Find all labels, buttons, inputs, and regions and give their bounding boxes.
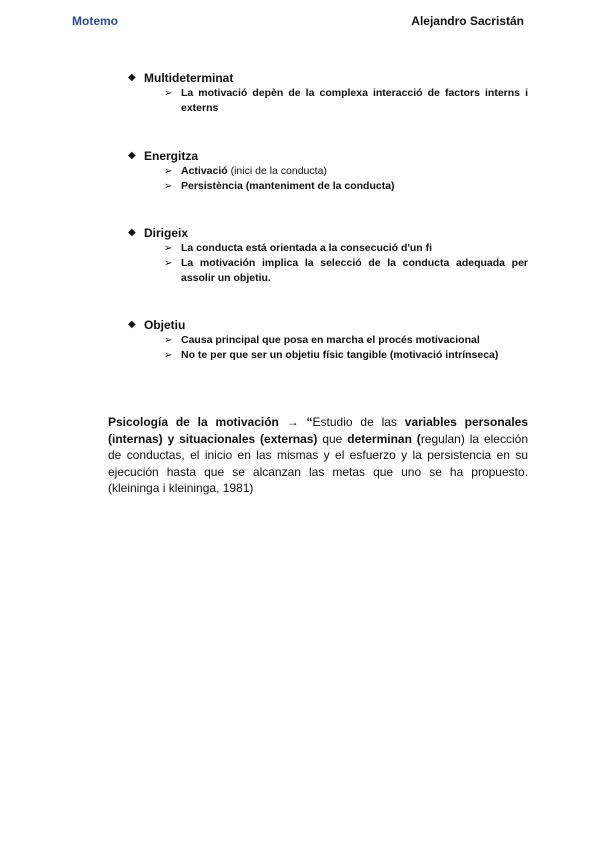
diamond-bullet-icon: ◆ <box>128 72 136 83</box>
arrow-icon: → <box>278 415 307 429</box>
arrow-bullet-icon: ➢ <box>164 335 173 346</box>
header-title: Motemo <box>72 14 118 28</box>
list-item <box>164 179 528 194</box>
item-text: Causa principal que posa en marcha el procés motivacional <box>181 334 480 346</box>
topic-title: Dirigeix <box>144 226 189 240</box>
diamond-bullet-icon: ◆ <box>128 227 136 238</box>
arrow-bullet-icon: ➢ <box>164 243 173 254</box>
definition-term: Psicología de la motivación <box>108 415 279 429</box>
list-item <box>164 241 528 256</box>
item-text: Persistència (manteniment de la conducta) <box>181 180 395 192</box>
page-header <box>72 14 524 32</box>
topic-title: Energitza <box>144 149 199 163</box>
definition-text: regulan) la elección de conductas, el inicio en las mismas y el esfuerzo y la persistencia en su ejecución hasta que se alcanzan las metas que uno se ha propuesto. (kleininga i kleininga, 1981) <box>108 431 528 495</box>
topic-title: Multideterminat <box>144 71 234 85</box>
arrow-bullet-icon: ➢ <box>164 166 173 177</box>
open-quote: “ <box>306 415 313 429</box>
arrow-bullet-icon: ➢ <box>164 350 173 361</box>
topic-multideterminat <box>128 70 528 116</box>
arrow-bullet-icon: ➢ <box>164 181 173 192</box>
definition-paragraph <box>108 414 528 497</box>
topic-objetiu <box>128 317 528 363</box>
topic-energitza <box>128 148 528 194</box>
topic-dirigeix <box>128 225 528 286</box>
list-item <box>164 333 528 348</box>
item-text: No te per que ser un objetiu físic tangible (motivació intrínseca) <box>181 349 499 361</box>
item-text: La motivación implica la selecció de la conducta adequada per assolir un objetiu. <box>181 257 528 284</box>
definition-bold: determinan ( <box>347 431 421 446</box>
arrow-bullet-icon: ➢ <box>164 258 173 269</box>
list-item <box>164 348 528 363</box>
list-item <box>164 256 528 286</box>
list-item <box>164 164 528 179</box>
item-text: La conducta está orientada a la consecució d'un fi <box>181 242 433 254</box>
list-item <box>164 86 528 116</box>
topic-title: Objetiu <box>144 318 186 332</box>
item-text-normal: (inici de la conducta) <box>227 165 327 177</box>
diamond-bullet-icon: ◆ <box>128 319 136 330</box>
definition-text: que <box>317 431 348 446</box>
arrow-bullet-icon: ➢ <box>164 88 173 99</box>
item-text-bold: Activació <box>181 165 228 177</box>
header-author: Alejandro Sacristán <box>411 14 524 28</box>
definition-bold: variables personales (internas) y situacionales (externas) <box>108 415 528 446</box>
item-text: La motivació depèn de la complexa interacció de factors interns i externs <box>181 87 528 114</box>
diamond-bullet-icon: ◆ <box>128 150 136 161</box>
definition-text: Estudio de las <box>312 415 405 429</box>
